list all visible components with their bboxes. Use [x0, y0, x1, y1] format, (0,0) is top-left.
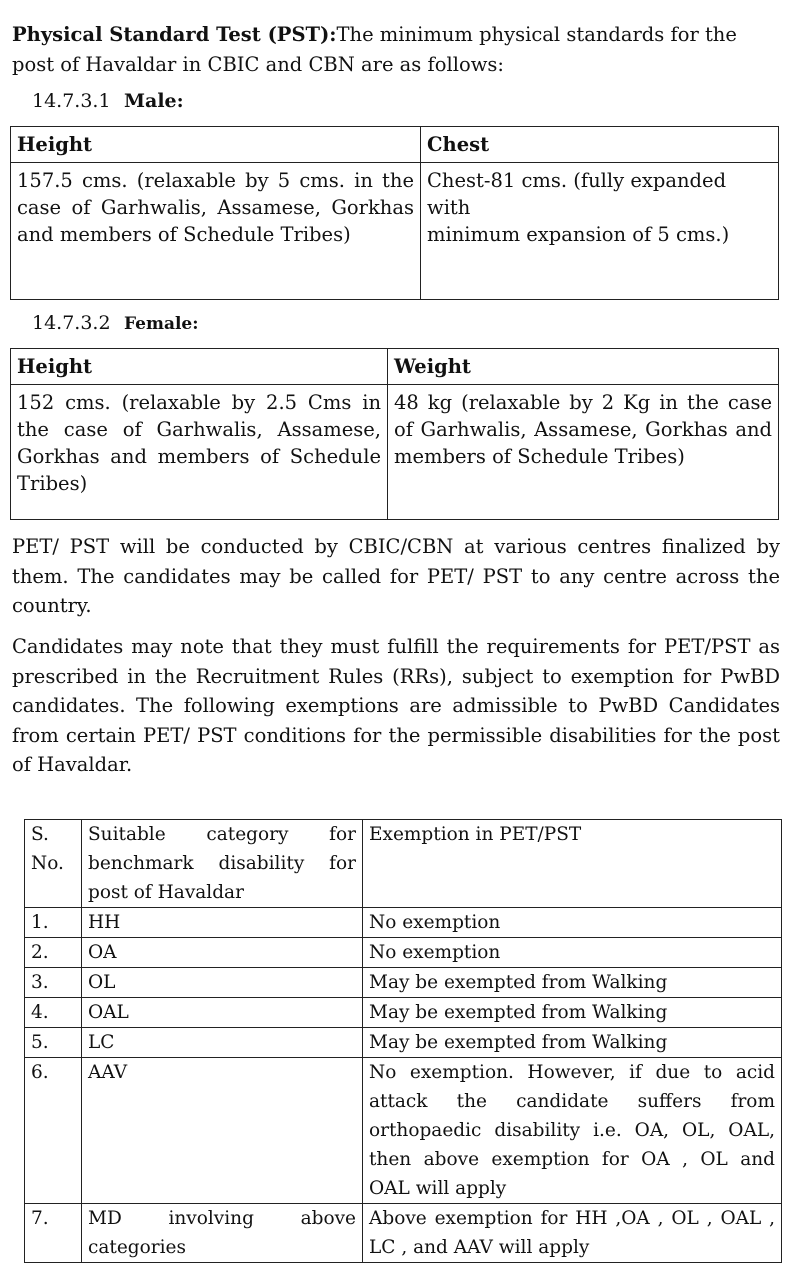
row-exemption: Above exemption for HH ,OA , OL , OAL , LC , and AAV will apply — [363, 1204, 782, 1263]
female-subheading — [32, 312, 199, 334]
male-height-cell: 157.5 cms. (relaxable by 5 cms. in the case of Garhwalis, Assamese, Gorkhas and members of Schedule Tribes) — [11, 163, 421, 300]
exemption-intro-paragraph: Candidates may note that they must fulfill the requirements for PET/PST as prescribed in the Recruitment Rules (RRs), subject to exemption for PwBD candidates. The following exemptions are admissible to PwBD Candidates from certain PET/ PST conditions for the permissible disabilities for the post of Havaldar. — [12, 635, 780, 776]
female-weight-cell: 48 kg (relaxable by 2 Kg in the case of Garhwalis, Assamese, Gorkhas and members of Schedule Tribes) — [388, 385, 779, 520]
pet-pst-paragraph: PET/ PST will be conducted by CBIC/CBN at various centres finalized by them. The candidates may be called for PET/ PST to any centre across the country. — [12, 535, 780, 617]
row-number: 7. — [25, 1204, 82, 1263]
table-row — [25, 1204, 782, 1263]
intro-paragraph — [12, 20, 780, 80]
exemption-header: Exemption in PET/PST — [363, 820, 782, 908]
female-height-cell: 152 cms. (relaxable by 2.5 Cms in the case of Garhwalis, Assamese, Gorkhas and members of Schedule Tribes) — [11, 385, 388, 520]
female-weight-header: Weight — [388, 349, 779, 385]
row-category: OL — [82, 968, 363, 998]
table-header-row — [11, 349, 779, 385]
row-exemption: May be exempted from Walking — [363, 998, 782, 1028]
table-row — [25, 1028, 782, 1058]
male-chest-header: Chest — [421, 127, 779, 163]
table-row — [25, 998, 782, 1028]
exemption-table — [24, 819, 782, 1263]
row-exemption: No exemption — [363, 938, 782, 968]
table-row — [11, 385, 779, 520]
sno-header: S. No. — [25, 820, 82, 908]
row-category: OAL — [82, 998, 363, 1028]
table-row — [11, 163, 779, 300]
row-category: MD involving above categories — [82, 1204, 363, 1263]
row-exemption: May be exempted from Walking — [363, 968, 782, 998]
female-section-number: 14.7.3.2 — [32, 312, 111, 334]
row-category: LC — [82, 1028, 363, 1058]
female-height-header: Height — [11, 349, 388, 385]
table-header-row — [25, 820, 782, 908]
male-label: Male: — [124, 90, 184, 112]
row-category: AAV — [82, 1058, 363, 1204]
pst-heading: Physical Standard Test (PST): — [12, 23, 337, 46]
row-exemption: No exemption — [363, 908, 782, 938]
row-number: 5. — [25, 1028, 82, 1058]
intro-text: The minimum physical standards for the post of Havaldar in CBIC and CBN are as follows: — [12, 23, 737, 76]
table-row — [25, 968, 782, 998]
table-row — [25, 938, 782, 968]
row-number: 2. — [25, 938, 82, 968]
category-header: Suitable category for benchmark disability for post of Havaldar — [82, 820, 363, 908]
male-height-header: Height — [11, 127, 421, 163]
table-row — [25, 1058, 782, 1204]
row-category: HH — [82, 908, 363, 938]
male-section-number: 14.7.3.1 — [32, 90, 111, 112]
table-header-row — [11, 127, 779, 163]
row-number: 4. — [25, 998, 82, 1028]
male-chest-cell: Chest-81 cms. (fully expanded with minimum expansion of 5 cms.) — [421, 163, 779, 300]
row-number: 3. — [25, 968, 82, 998]
female-standards-table — [10, 348, 779, 520]
row-number: 6. — [25, 1058, 82, 1204]
female-label: Female: — [124, 314, 199, 334]
male-subheading — [32, 90, 184, 112]
row-exemption: May be exempted from Walking — [363, 1028, 782, 1058]
row-number: 1. — [25, 908, 82, 938]
table-row — [25, 908, 782, 938]
male-standards-table — [10, 126, 779, 300]
row-exemption: No exemption. However, if due to acid attack the candidate suffers from orthopaedic disability i.e. OA, OL, OAL, then above exemption for OA , OL and OAL will apply — [363, 1058, 782, 1204]
row-category: OA — [82, 938, 363, 968]
